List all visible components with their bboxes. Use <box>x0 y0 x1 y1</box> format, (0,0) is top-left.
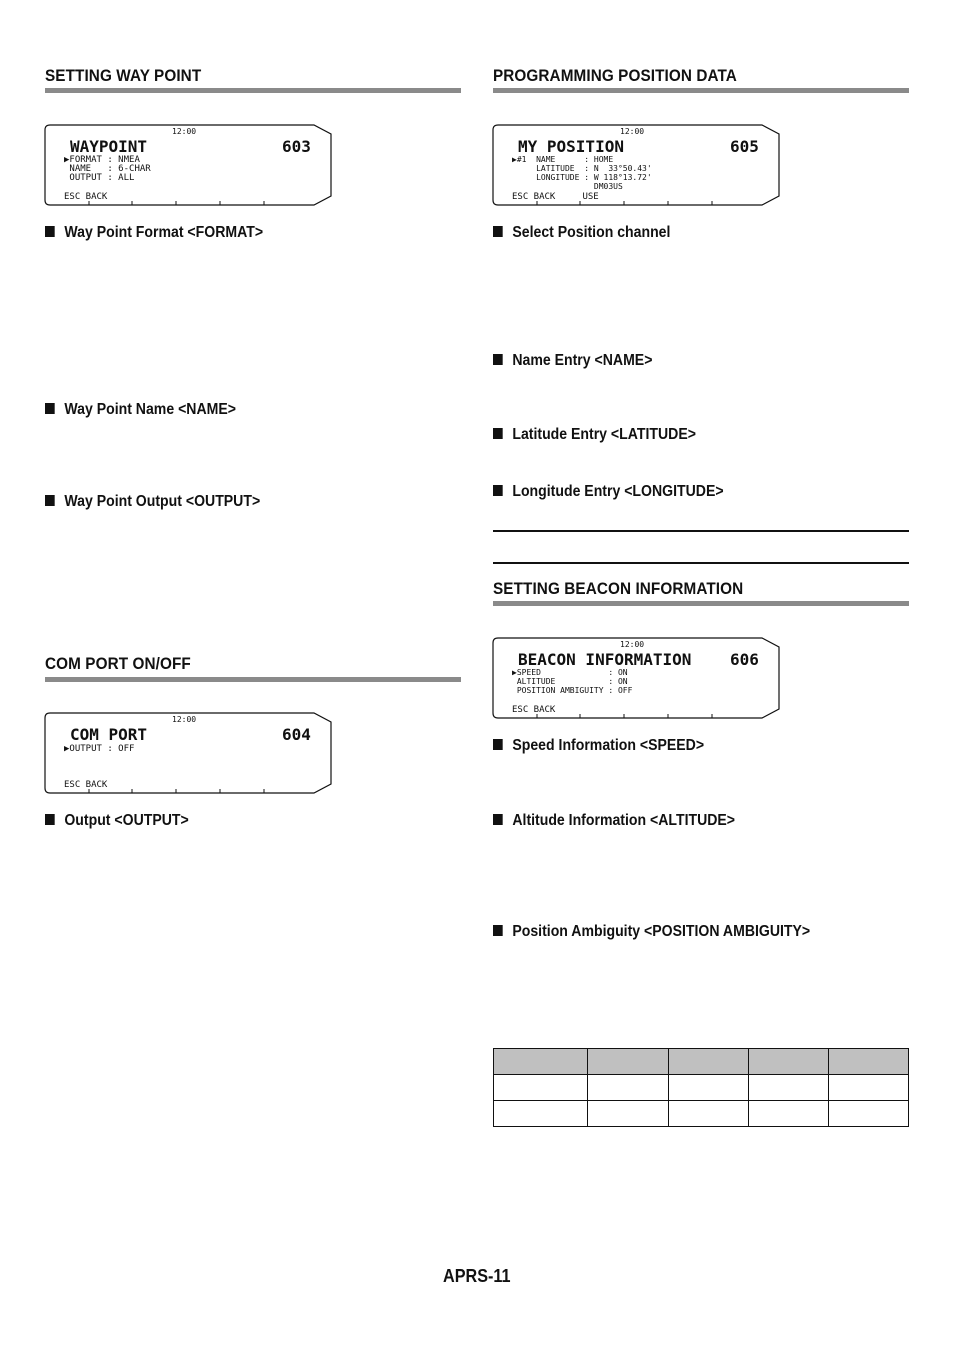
section-rule <box>493 601 909 606</box>
lcd-menu-number: 603 <box>282 137 311 156</box>
lcd-clock: 12:00 <box>620 640 645 649</box>
section-title-waypoint: SETTING WAY POINT <box>45 66 202 85</box>
table-row <box>494 1101 909 1127</box>
bullet-square-icon <box>493 428 503 439</box>
list-item: Longitude Entry <LONGITUDE> <box>493 483 724 501</box>
table-cell <box>749 1049 828 1075</box>
table-cell <box>749 1075 828 1101</box>
bullet-square-icon <box>45 814 55 825</box>
bullet-square-icon <box>493 226 503 237</box>
section-rule <box>45 88 461 93</box>
table-header-row <box>494 1049 909 1075</box>
lcd-heading: COM PORT <box>70 725 148 744</box>
table-cell <box>828 1101 908 1127</box>
section-title-comport: COM PORT ON/OFF <box>45 654 191 673</box>
lcd-line: ▶OUTPUT : OFF <box>64 744 135 754</box>
list-item: Altitude Information <ALTITUDE> <box>493 812 735 830</box>
table-cell <box>828 1075 908 1101</box>
lcd-display-waypoint <box>44 124 332 206</box>
page-number: APRS-11 <box>443 1266 511 1286</box>
list-item: Output <OUTPUT> <box>45 812 189 830</box>
lcd-menu-number: 605 <box>730 137 759 156</box>
lcd-clock: 12:00 <box>172 715 197 724</box>
table-cell <box>588 1075 668 1101</box>
divider <box>493 530 909 532</box>
table-row <box>494 1075 909 1101</box>
table-cell <box>749 1101 828 1127</box>
divider <box>493 562 909 564</box>
table-cell <box>494 1101 588 1127</box>
bullet-square-icon <box>493 739 503 750</box>
lcd-clock: 12:00 <box>172 127 197 136</box>
lcd-display-beacon <box>492 637 780 719</box>
lcd-line: ▶SPEED : ON <box>512 668 628 677</box>
table-cell <box>668 1049 748 1075</box>
lcd-line: LONGITUDE : W 118°13.72' <box>512 173 652 182</box>
table-cell <box>828 1049 908 1075</box>
lcd-line: POSITION AMBIGUITY : OFF <box>512 686 633 695</box>
lcd-softkeys: ESC BACK USE <box>512 192 599 202</box>
lcd-line: ▶FORMAT : NMEA <box>64 155 140 165</box>
section-title-beacon: SETTING BEACON INFORMATION <box>493 579 744 598</box>
table-cell <box>668 1101 748 1127</box>
lcd-line: DM03US <box>512 182 623 191</box>
lcd-line: ALTITUDE : ON <box>512 677 628 686</box>
lcd-softkeys: ESC BACK <box>64 780 108 790</box>
lcd-menu-number: 606 <box>730 650 759 669</box>
lcd-heading: BEACON INFORMATION <box>518 650 692 669</box>
list-item: Select Position channel <box>493 224 670 242</box>
lcd-menu-number: 604 <box>282 725 311 744</box>
list-item: Name Entry <NAME> <box>493 352 652 370</box>
lcd-heading: MY POSITION <box>518 137 624 156</box>
list-item: Position Ambiguity <POSITION AMBIGUITY> <box>493 923 810 941</box>
lcd-line: LATITUDE : N 33°50.43' <box>512 164 652 173</box>
lcd-display-comport <box>44 712 332 794</box>
bullet-square-icon <box>493 485 503 496</box>
section-rule <box>45 677 461 682</box>
lcd-line: NAME : 6-CHAR <box>64 164 151 174</box>
bullet-square-icon <box>45 403 55 414</box>
list-item: Way Point Output <OUTPUT> <box>45 493 260 511</box>
lcd-softkeys: ESC BACK <box>64 192 108 202</box>
bullet-square-icon <box>45 226 55 237</box>
section-title-position: PROGRAMMING POSITION DATA <box>493 66 737 85</box>
list-item: Way Point Format <FORMAT> <box>45 224 263 242</box>
lcd-line: OUTPUT : ALL <box>64 173 135 183</box>
table-cell <box>494 1075 588 1101</box>
list-item: Speed Information <SPEED> <box>493 737 704 755</box>
lcd-line: ▶#1 NAME : HOME <box>512 155 614 164</box>
lcd-clock: 12:00 <box>620 127 645 136</box>
bullet-square-icon <box>493 925 503 936</box>
bullet-square-icon <box>493 354 503 365</box>
lcd-display-position <box>492 124 780 206</box>
lcd-heading: WAYPOINT <box>70 137 148 156</box>
ambiguity-table <box>493 1048 909 1127</box>
table-cell <box>494 1049 588 1075</box>
list-item: Latitude Entry <LATITUDE> <box>493 426 696 444</box>
list-item: Way Point Name <NAME> <box>45 401 236 419</box>
table-cell <box>588 1101 668 1127</box>
table-cell <box>668 1075 748 1101</box>
bullet-square-icon <box>493 814 503 825</box>
lcd-softkeys: ESC BACK <box>512 705 556 715</box>
section-rule <box>493 88 909 93</box>
bullet-square-icon <box>45 495 55 506</box>
table-cell <box>588 1049 668 1075</box>
